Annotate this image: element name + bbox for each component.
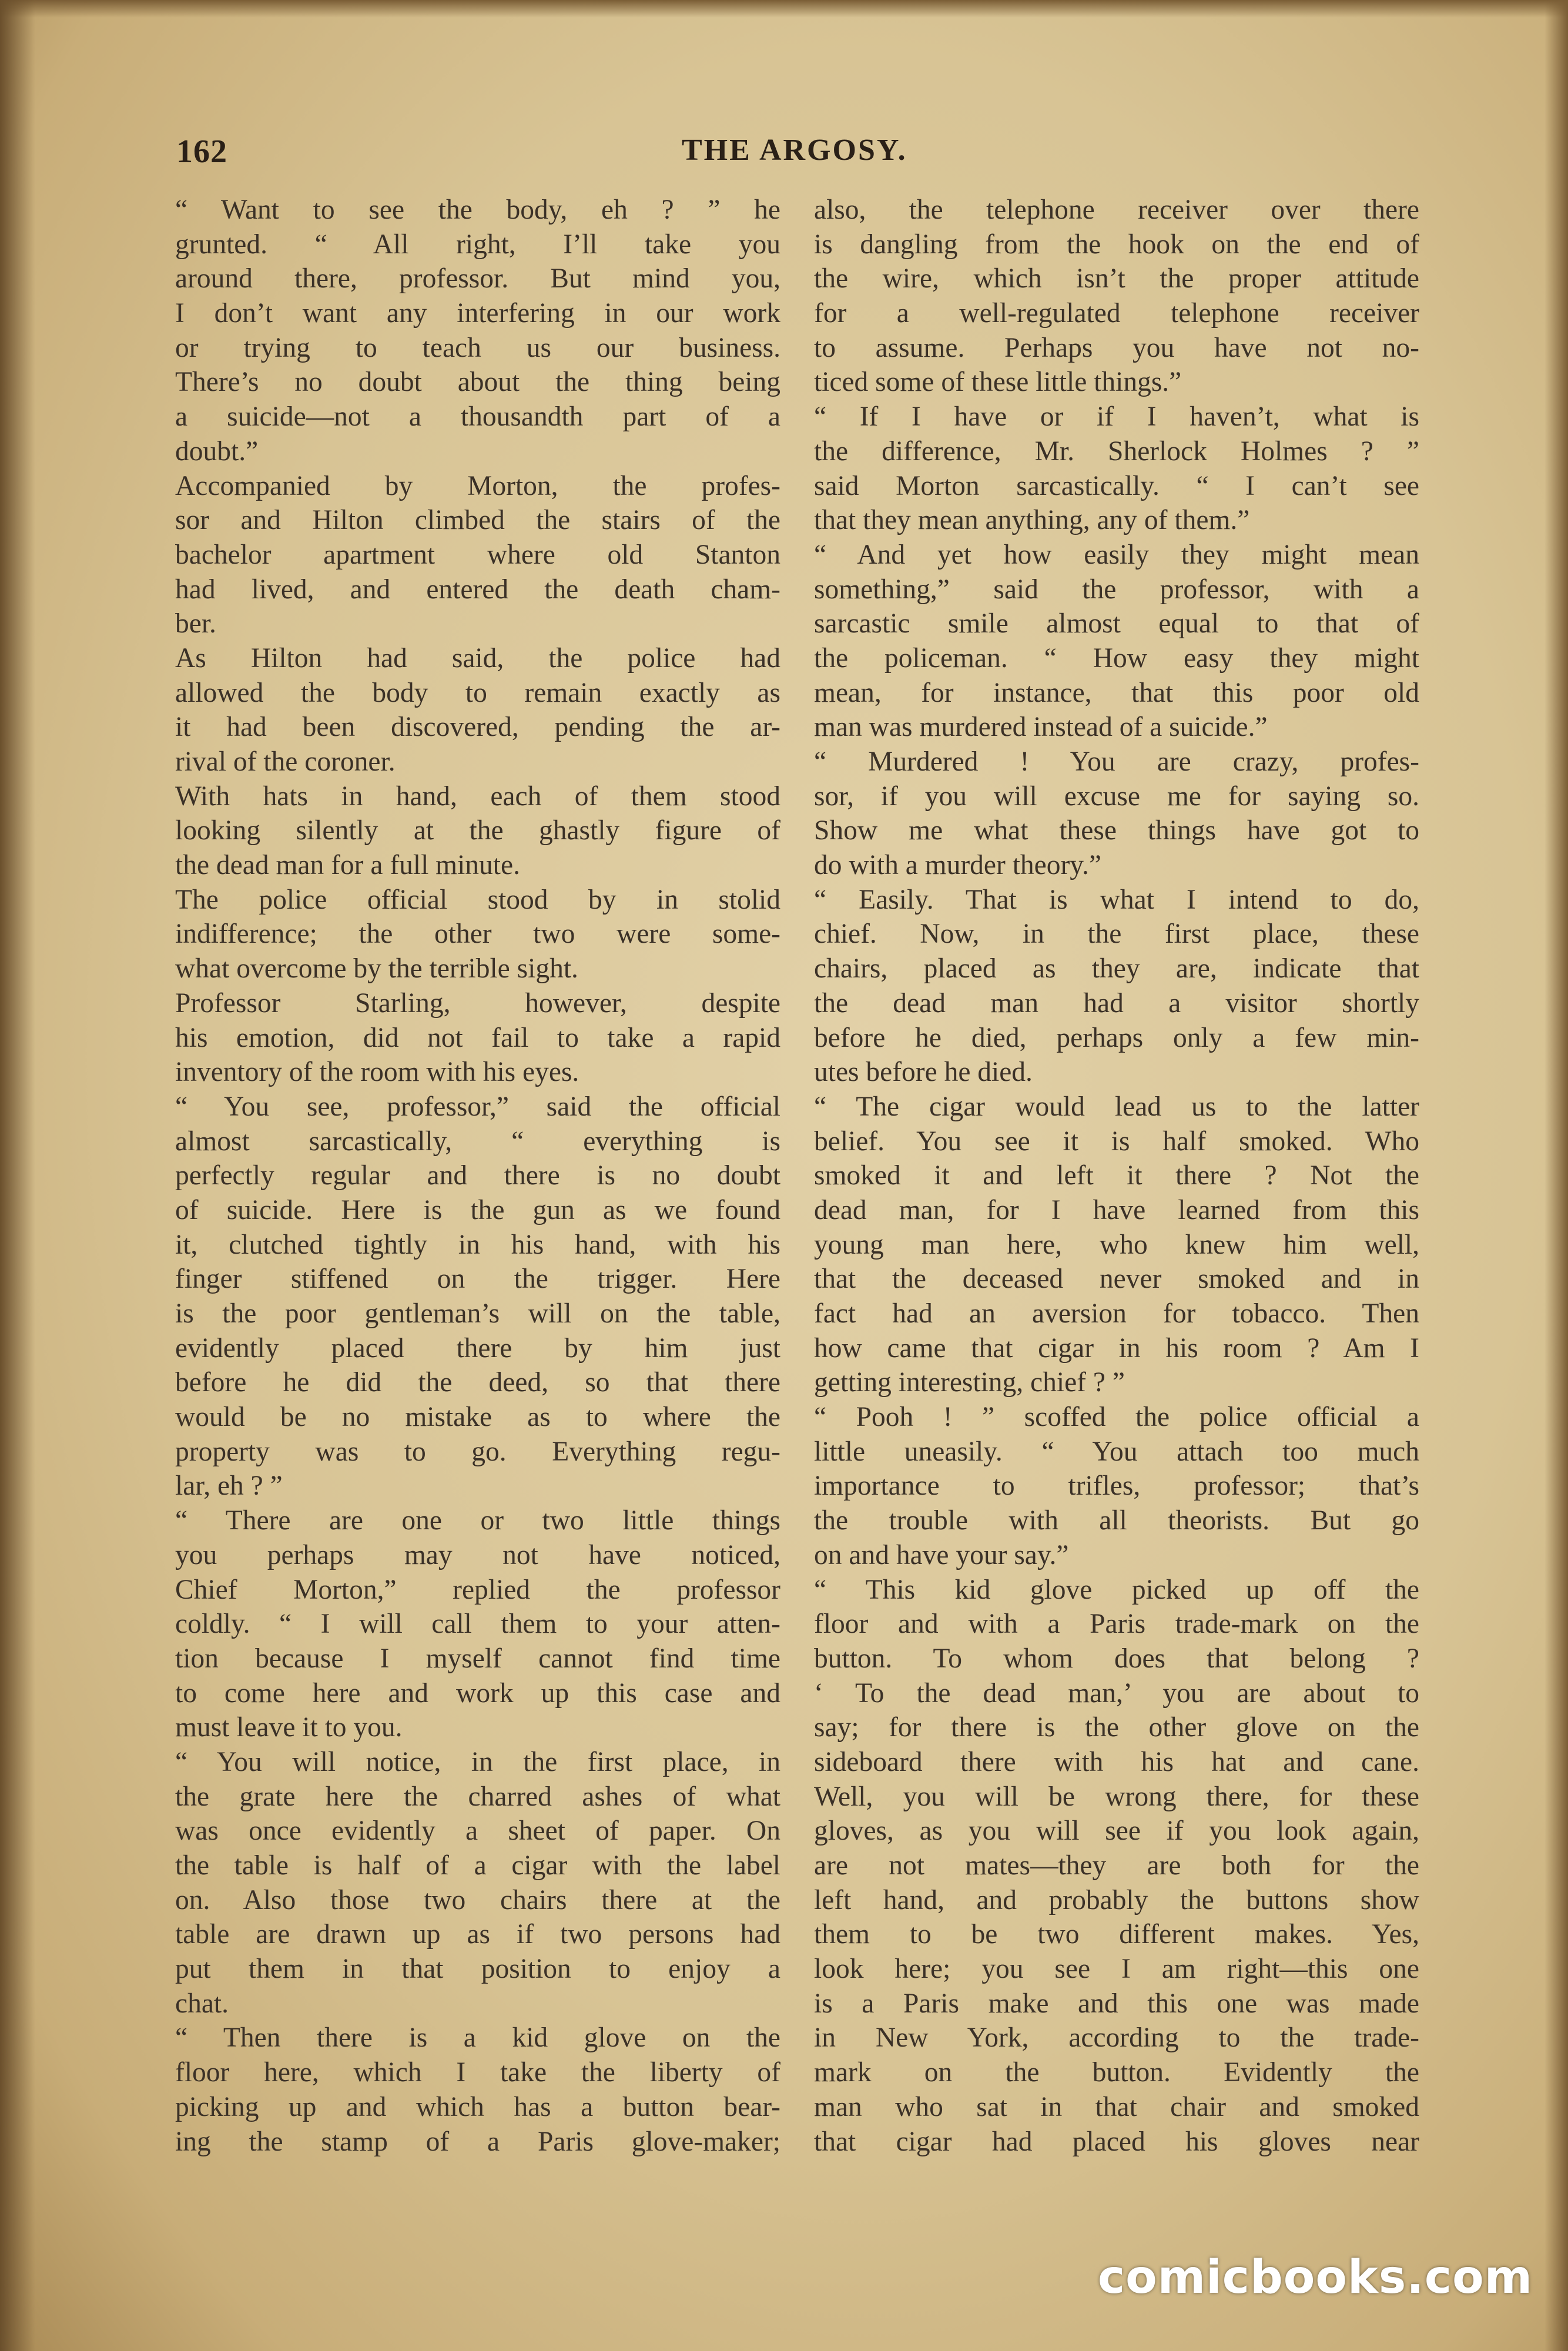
text-line: Show me what these things have got to [814,815,1419,846]
text-line: is the poor gentleman’s will on the table, [175,1298,780,1329]
text-line: to come here and work up this case and [175,1677,780,1709]
text-line: property was to go. Everything regu- [175,1436,780,1467]
watermark: comicbooks.com [1097,2251,1533,2304]
text-line: was once evidently a sheet of paper. On [175,1816,780,1847]
text-line: said Morton sarcastically. “ I can’t see [814,470,1419,501]
right-text-column [814,193,1419,2159]
text-line: the table is half of a cigar with the label [175,1850,780,1881]
text-line: the trouble with all theorists. But go [814,1505,1419,1536]
text-line: is dangling from the hook on the end of [814,229,1419,260]
text-line: Accompanied by Morton, the profes- [175,470,780,501]
text-line: the grate here the charred ashes of what [175,1781,780,1812]
text-line: “ And yet how easily they might mean [814,539,1419,570]
text-line: chief. Now, in the first place, these [814,919,1419,950]
text-line: “ Murdered ! You are crazy, profes- [814,746,1419,777]
text-line: indifference; the other two were some- [175,919,780,950]
text-line: Professor Starling, however, despite [175,987,780,1019]
text-line: “ Then there is a kid glove on the [175,2022,780,2054]
text-line: grunted. “ All right, I’ll take you [175,229,780,260]
text-line: The police official stood by in stolid [175,884,780,915]
page-edge-shadow-top [0,0,1568,18]
text-line: the dead man for a full minute. [175,850,520,881]
text-line: the dead man had a visitor shortly [814,987,1419,1019]
text-line: mark on the button. Evidently the [814,2057,1419,2088]
text-line: of suicide. Here is the gun as we found [175,1194,780,1225]
text-line: coldly. “ I will call them to your atten- [175,1609,780,1640]
text-line: in New York, according to the trade- [814,2022,1419,2054]
text-line: I don’t want any interfering in our work [175,298,780,329]
text-line: bachelor apartment where old Stanton [175,539,780,570]
page-header [0,133,1568,174]
text-line: must leave it to you. [175,1712,403,1743]
text-line: mean, for instance, that this poor old [814,677,1419,708]
left-text-column [175,193,780,2159]
text-line: something,” said the professor, with a [814,574,1419,605]
text-line: would be no mistake as to where the [175,1402,780,1433]
text-line: it had been discovered, pending the ar- [175,712,780,743]
page-edge-shadow-left [0,0,35,2351]
text-line: gloves, as you will see if you look again, [814,1816,1419,1847]
text-line: There’s no doubt about the thing being [175,367,780,398]
text-line: ing the stamp of a Paris glove-maker; [175,2126,780,2157]
text-line: say; for there is the other glove on the [814,1712,1419,1743]
text-line: picking up and which has a button bear- [175,2091,780,2122]
text-line: finger stiffened on the trigger. Here [175,1264,780,1295]
text-line: before he died, perhaps only a few min- [814,1022,1419,1053]
text-line: on and have your say.” [814,1539,1069,1570]
text-line: chat. [175,1988,229,2019]
text-line: table are drawn up as if two persons had [175,1919,780,1950]
page-number: 162 [176,133,227,170]
text-line: allowed the body to remain exactly as [175,677,780,708]
text-line: that they mean anything, any of them.” [814,505,1250,536]
page-edge-shadow-right [1544,0,1568,2351]
text-line: that the deceased never smoked and in [814,1264,1419,1295]
text-line: Chief Morton,” replied the professor [175,1574,780,1605]
text-line: “ Pooh ! ” scoffed the police official a [814,1402,1419,1433]
text-line: his emotion, did not fail to take a rapid [175,1022,780,1053]
text-line: them to be two different makes. Yes, [814,1919,1419,1950]
text-line: that cigar had placed his gloves near [814,2126,1419,2157]
text-line: put them in that position to enjoy a [175,1954,780,1985]
text-line: ‘ To the dead man,’ you are about to [814,1677,1419,1709]
text-line: utes before he died. [814,1057,1033,1088]
text-line: getting interesting, chief ? ” [814,1367,1125,1398]
text-line: left hand, and probably the buttons show [814,1884,1419,1915]
text-line: tion because I myself cannot find time [175,1643,780,1674]
text-line: belief. You see it is half smoked. Who [814,1126,1419,1157]
text-line: button. To whom does that belong ? [814,1643,1419,1674]
text-line: the policeman. “ How easy they might [814,642,1419,674]
text-line: “ You will notice, in the first place, in [175,1746,780,1777]
text-line: importance to trifles, professor; that’s [814,1471,1419,1502]
text-line: fact had an aversion for tobacco. Then [814,1298,1419,1329]
text-line: looking silently at the ghastly figure of [175,815,780,846]
text-line: evidently placed there by him just [175,1332,780,1364]
text-line: perfectly regular and there is no doubt [175,1160,780,1191]
text-line: “ There are one or two little things [175,1505,780,1536]
text-line: to assume. Perhaps you have not no- [814,332,1419,363]
text-line: little uneasily. “ You attach too much [814,1436,1419,1467]
text-line: sor and Hilton climbed the stairs of the [175,505,780,536]
text-line: young man here, who knew him well, [814,1229,1419,1260]
text-line: “ Easily. That is what I intend to do, [814,884,1419,915]
text-line: lar, eh ? ” [175,1471,283,1502]
text-line: Well, you will be wrong there, for these [814,1781,1419,1812]
text-line: doubt.” [175,436,259,467]
text-line: or trying to teach us our business. [175,332,780,363]
running-head: THE ARGOSY. [682,133,907,167]
text-line: sideboard there with his hat and cane. [814,1746,1419,1777]
text-line: inventory of the room with his eyes. [175,1057,579,1088]
text-line: do with a murder theory.” [814,850,1101,881]
text-line: “ The cigar would lead us to the latter [814,1091,1419,1122]
text-line: it, clutched tightly in his hand, with his [175,1229,780,1260]
text-line: before he did the deed, so that there [175,1367,780,1398]
text-line: almost sarcastically, “ everything is [175,1126,780,1157]
text-line: chairs, placed as they are, indicate that [814,953,1419,984]
text-line: floor here, which I take the liberty of [175,2057,780,2088]
text-line: had lived, and entered the death cham- [175,574,780,605]
text-line: the wire, which isn’t the proper attitude [814,263,1419,294]
text-line: sor, if you will excuse me for saying so. [814,781,1419,812]
text-line: also, the telephone receiver over there [814,195,1419,225]
text-line: what overcome by the terrible sight. [175,953,578,984]
text-line: With hats in hand, each of them stood [175,781,780,812]
text-line: rival of the coroner. [175,746,396,777]
text-line: floor and with a Paris trade-mark on the [814,1609,1419,1640]
text-line: on. Also those two chairs there at the [175,1884,780,1915]
text-line: man was murdered instead of a suicide.” [814,712,1268,743]
text-line: “ Want to see the body, eh ? ” he [175,195,780,225]
text-line: the difference, Mr. Sherlock Holmes ? ” [814,436,1419,467]
text-line: sarcastic smile almost equal to that of [814,608,1419,639]
text-line: man who sat in that chair and smoked [814,2091,1419,2122]
text-line: you perhaps may not have noticed, [175,1539,780,1570]
text-line: are not mates—they are both for the [814,1850,1419,1881]
text-line: for a well-regulated telephone receiver [814,298,1419,329]
text-line: look here; you see I am right—this one [814,1954,1419,1985]
text-line: dead man, for I have learned from this [814,1194,1419,1225]
text-line: how came that cigar in his room ? Am I [814,1332,1419,1364]
text-line: “ You see, professor,” said the official [175,1091,780,1122]
text-line: smoked it and left it there ? Not the [814,1160,1419,1191]
text-line: ber. [175,608,216,639]
text-line: a suicide—not a thousandth part of a [175,401,780,433]
text-line: As Hilton had said, the police had [175,642,780,674]
text-line: “ This kid glove picked up off the [814,1574,1419,1605]
text-line: “ If I have or if I haven’t, what is [814,401,1419,433]
text-line: around there, professor. But mind you, [175,263,780,294]
text-line: is a Paris make and this one was made [814,1988,1419,2019]
text-line: ticed some of these little things.” [814,367,1182,398]
